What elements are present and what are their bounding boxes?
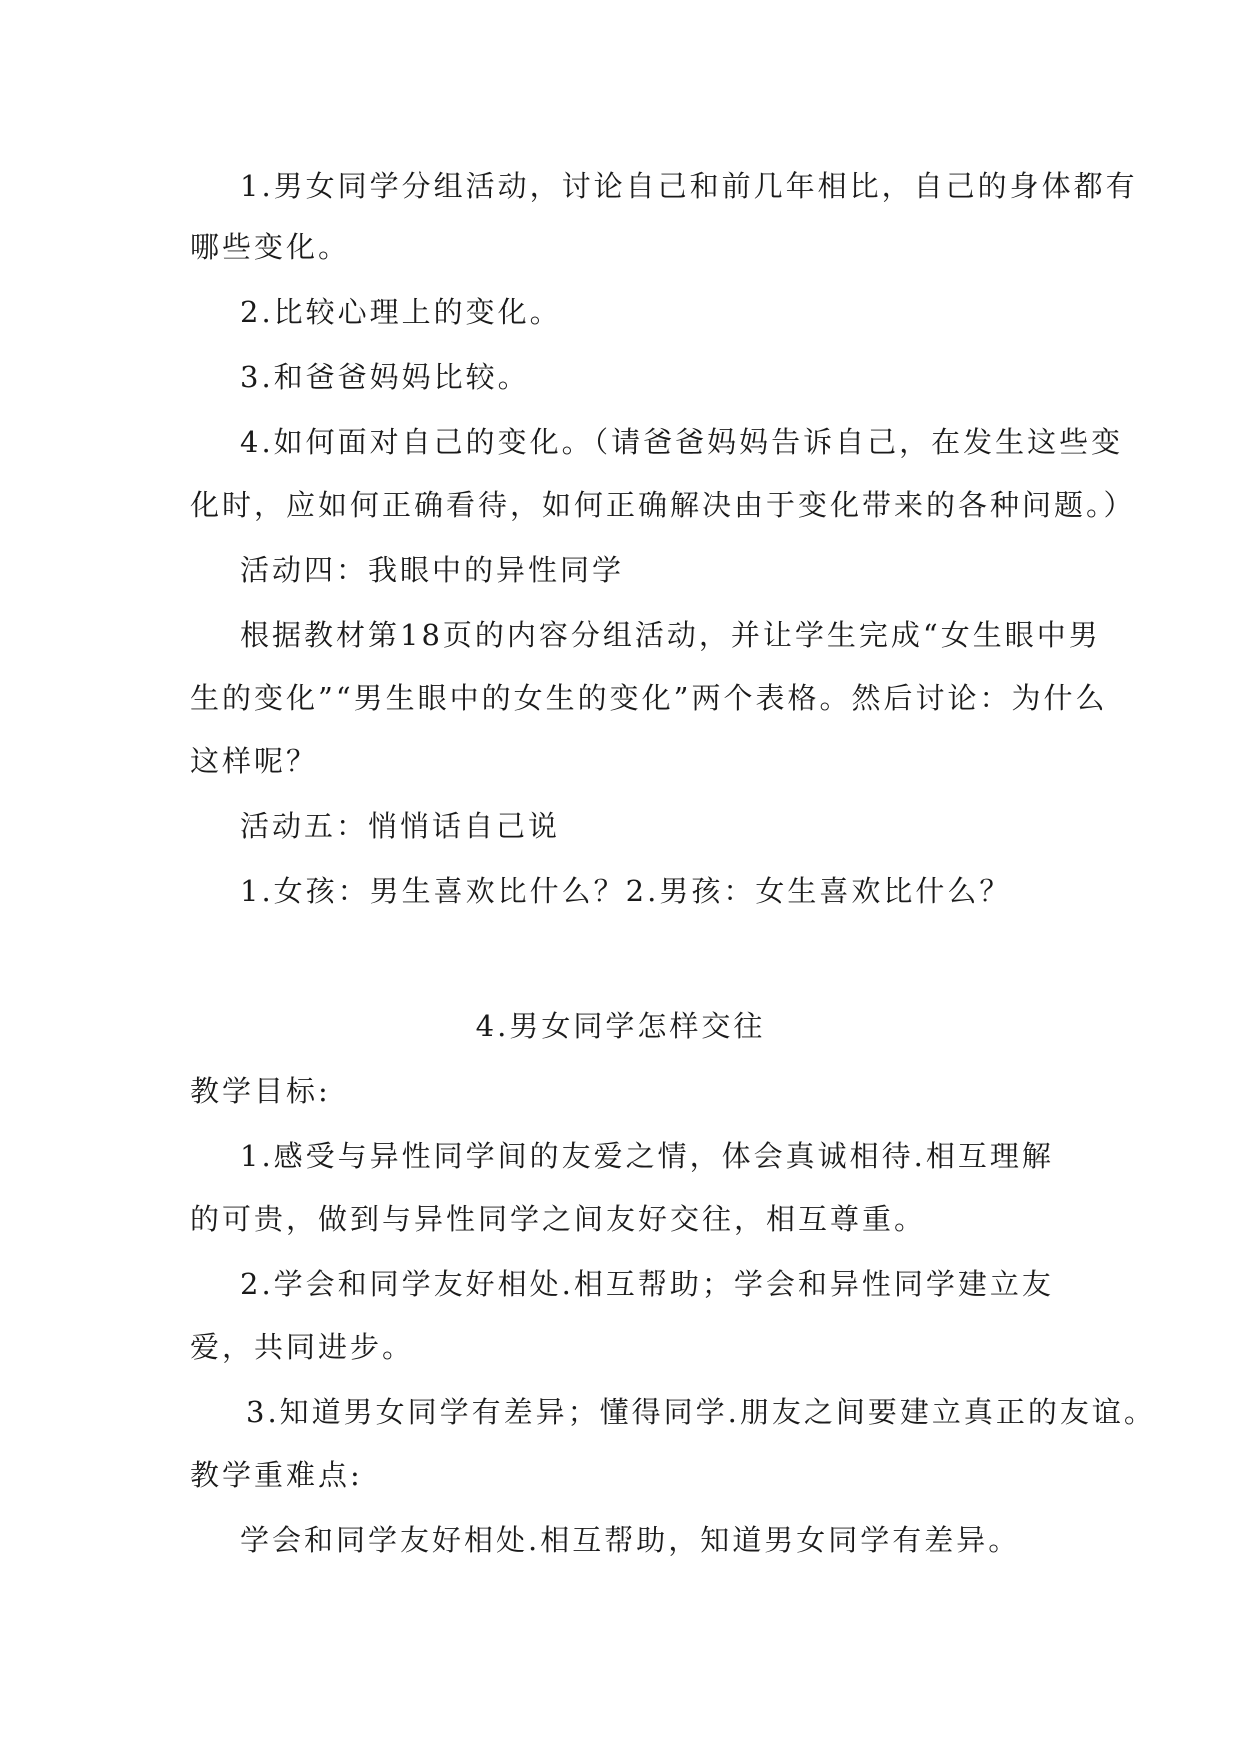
section-heading: 活动四：我眼中的异性同学: [240, 553, 625, 587]
paragraph-line: 1.男女同学分组活动，讨论自己和前几年相比，自己的身体都有: [240, 169, 1138, 203]
paragraph-line: 2.比较心理上的变化。: [240, 295, 562, 329]
paragraph-line: 3.知道男女同学有差异；懂得同学.朋友之间要建立真正的友谊。: [246, 1395, 1156, 1429]
paragraph-line: 1.女孩：男生喜欢比什么？2.男孩：女生喜欢比什么？: [240, 874, 1012, 908]
section-heading: 教学重难点:: [190, 1458, 363, 1492]
paragraph-line: 这样呢？: [190, 744, 319, 778]
paragraph-line: 化时，应如何正确看待，如何正确解决由于变化带来的各种问题。）: [190, 488, 1136, 522]
section-heading: 活动五：悄悄话自己说: [240, 809, 561, 843]
paragraph-line: 2.学会和同学友好相处.相互帮助；学会和异性同学建立友: [240, 1267, 1054, 1301]
paragraph-line: 爱，共同进步。: [190, 1330, 415, 1364]
lesson-title: 4.男女同学怎样交往: [475, 1009, 766, 1043]
paragraph-line: 学会和同学友好相处.相互帮助，知道男女同学有差异。: [240, 1523, 1021, 1557]
section-heading: 教学目标:: [190, 1074, 331, 1108]
paragraph-line: 哪些变化。: [190, 230, 351, 264]
paragraph-line: 1.感受与异性同学间的友爱之情，体会真诚相待.相互理解: [240, 1139, 1054, 1173]
paragraph-line: 4.如何面对自己的变化。（请爸爸妈妈告诉自己，在发生这些变: [240, 425, 1124, 459]
paragraph-line: 根据教材第18页的内容分组活动，并让学生完成“女生眼中男: [240, 618, 1101, 652]
paragraph-line: 生的变化”“男生眼中的女生的变化”两个表格。然后讨论：为什么: [190, 681, 1108, 715]
paragraph-line: 3.和爸爸妈妈比较。: [240, 360, 530, 394]
paragraph-line: 的可贵，做到与异性同学之间友好交往，相互尊重。: [190, 1202, 927, 1236]
